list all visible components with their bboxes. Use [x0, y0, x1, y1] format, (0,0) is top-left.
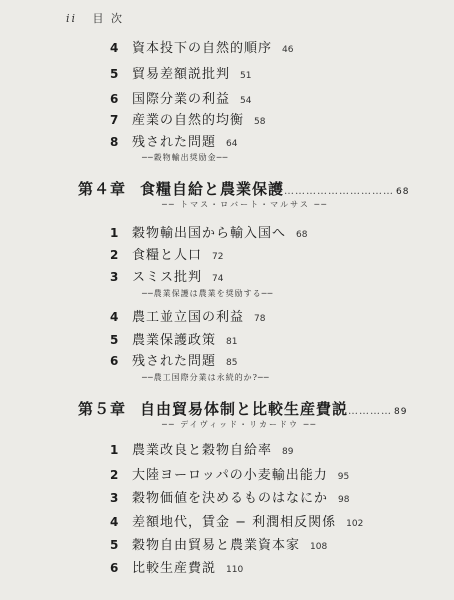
- toc-entry: [110, 514, 363, 532]
- entry-title: 差額地代，賃金 − 利潤相反関係: [132, 515, 337, 530]
- entry-number: 2: [110, 248, 119, 262]
- entry-title: 大陸ヨーロッパの小麦輸出能力: [132, 468, 328, 483]
- entry-page: 64: [226, 139, 238, 149]
- chapter-heading: [78, 178, 409, 199]
- chapter-label: 第４章: [78, 180, 127, 198]
- entry-title: 比較生産費説: [132, 561, 217, 576]
- entry-page: 72: [212, 252, 224, 262]
- entry-number: 5: [110, 538, 119, 552]
- toc-entry: [110, 40, 293, 58]
- leader-dots: …………: [348, 406, 393, 417]
- entry-number: 4: [110, 41, 119, 55]
- entry-title: 残された問題: [132, 354, 217, 369]
- chapter-page: 89: [394, 407, 408, 417]
- entry-number: 8: [110, 135, 119, 149]
- toc-entry: [110, 332, 237, 350]
- entry-page: 110: [226, 565, 244, 575]
- running-head: [66, 10, 124, 26]
- entry-title: 食糧と人口: [132, 248, 203, 263]
- entry-title: 穀物自由貿易と農業資本家: [132, 538, 301, 553]
- entry-number: 6: [110, 92, 119, 106]
- entry-title: スミス批判: [132, 270, 203, 285]
- entry-number: 1: [110, 443, 119, 457]
- entry-number: 1: [110, 226, 119, 240]
- entry-number: 7: [110, 113, 119, 127]
- entry-number: 2: [110, 468, 119, 482]
- toc-entry: [110, 269, 223, 287]
- entry-title: 農業保護政策: [132, 333, 217, 348]
- toc-entry: [110, 490, 349, 508]
- chapter-author: ── デイヴィッド・リカードウ ──: [162, 420, 318, 429]
- page-numeral: ii: [66, 12, 78, 25]
- entry-page: 102: [346, 519, 364, 529]
- entry-page: 54: [240, 96, 252, 106]
- toc-entry: [110, 112, 265, 130]
- entry-title: 資本投下の自然的順序: [132, 41, 273, 56]
- entry-number: 5: [110, 67, 119, 81]
- entry-page: 95: [337, 472, 350, 482]
- running-title: 目 次: [92, 12, 125, 25]
- entry-subtitle: ──農工国際分業は永続的か?──: [142, 373, 270, 382]
- entry-page: 74: [212, 274, 224, 284]
- entry-page: 98: [338, 495, 350, 505]
- toc-entry: [110, 134, 237, 152]
- chapter-author: ── トマス・ロバート・マルサス ──: [162, 200, 329, 209]
- toc-entry: [110, 91, 251, 109]
- entry-title: 穀物輸出国から輸入国へ: [132, 226, 287, 241]
- entry-page: 108: [310, 542, 328, 552]
- entry-page: 58: [254, 117, 266, 127]
- entry-number: 4: [110, 310, 119, 324]
- entry-number: 4: [110, 515, 119, 529]
- chapter-label: 第５章: [78, 400, 127, 418]
- entry-title: 穀物価値を決めるものはなにか: [132, 491, 329, 506]
- toc-entry: [110, 560, 243, 578]
- entry-page: 51: [240, 71, 252, 81]
- toc-entry: [110, 537, 327, 555]
- entry-number: 3: [110, 491, 119, 505]
- toc-entry: [110, 225, 307, 243]
- chapter-title: 自由貿易体制と比較生産費説: [140, 400, 349, 418]
- chapter-page: 68: [396, 187, 410, 197]
- entry-title: 貿易差額説批判: [132, 67, 231, 82]
- toc-entry: [110, 66, 251, 84]
- entry-title: 残された問題: [132, 135, 217, 150]
- entry-page: 68: [296, 230, 308, 240]
- leader-dots: …………………………: [284, 186, 395, 197]
- toc-entry: [110, 442, 293, 460]
- toc-entry: [110, 467, 349, 485]
- toc-entry: [110, 309, 265, 327]
- entry-number: 6: [110, 561, 119, 575]
- toc-entry: [110, 247, 223, 265]
- entry-number: 5: [110, 333, 119, 347]
- entry-number: 6: [110, 354, 119, 368]
- entry-subtitle: ──穀物輸出奨励金──: [142, 153, 229, 162]
- entry-title: 産業の自然的均衡: [132, 113, 245, 128]
- entry-number: 3: [110, 270, 119, 284]
- entry-title: 農工並立国の利益: [132, 310, 245, 325]
- chapter-heading: [78, 398, 407, 419]
- entry-page: 78: [254, 314, 266, 324]
- entry-page: 85: [226, 358, 238, 368]
- chapter-title: 食糧自給と農業保護: [140, 180, 285, 198]
- entry-page: 46: [282, 45, 294, 55]
- entry-page: 89: [282, 447, 294, 457]
- entry-title: 国際分業の利益: [132, 92, 231, 107]
- entry-subtitle: ──農業保護は農業を奨励する──: [142, 289, 274, 298]
- entry-title: 農業改良と穀物自給率: [132, 443, 273, 458]
- entry-page: 81: [226, 337, 238, 347]
- toc-entry: [110, 353, 237, 371]
